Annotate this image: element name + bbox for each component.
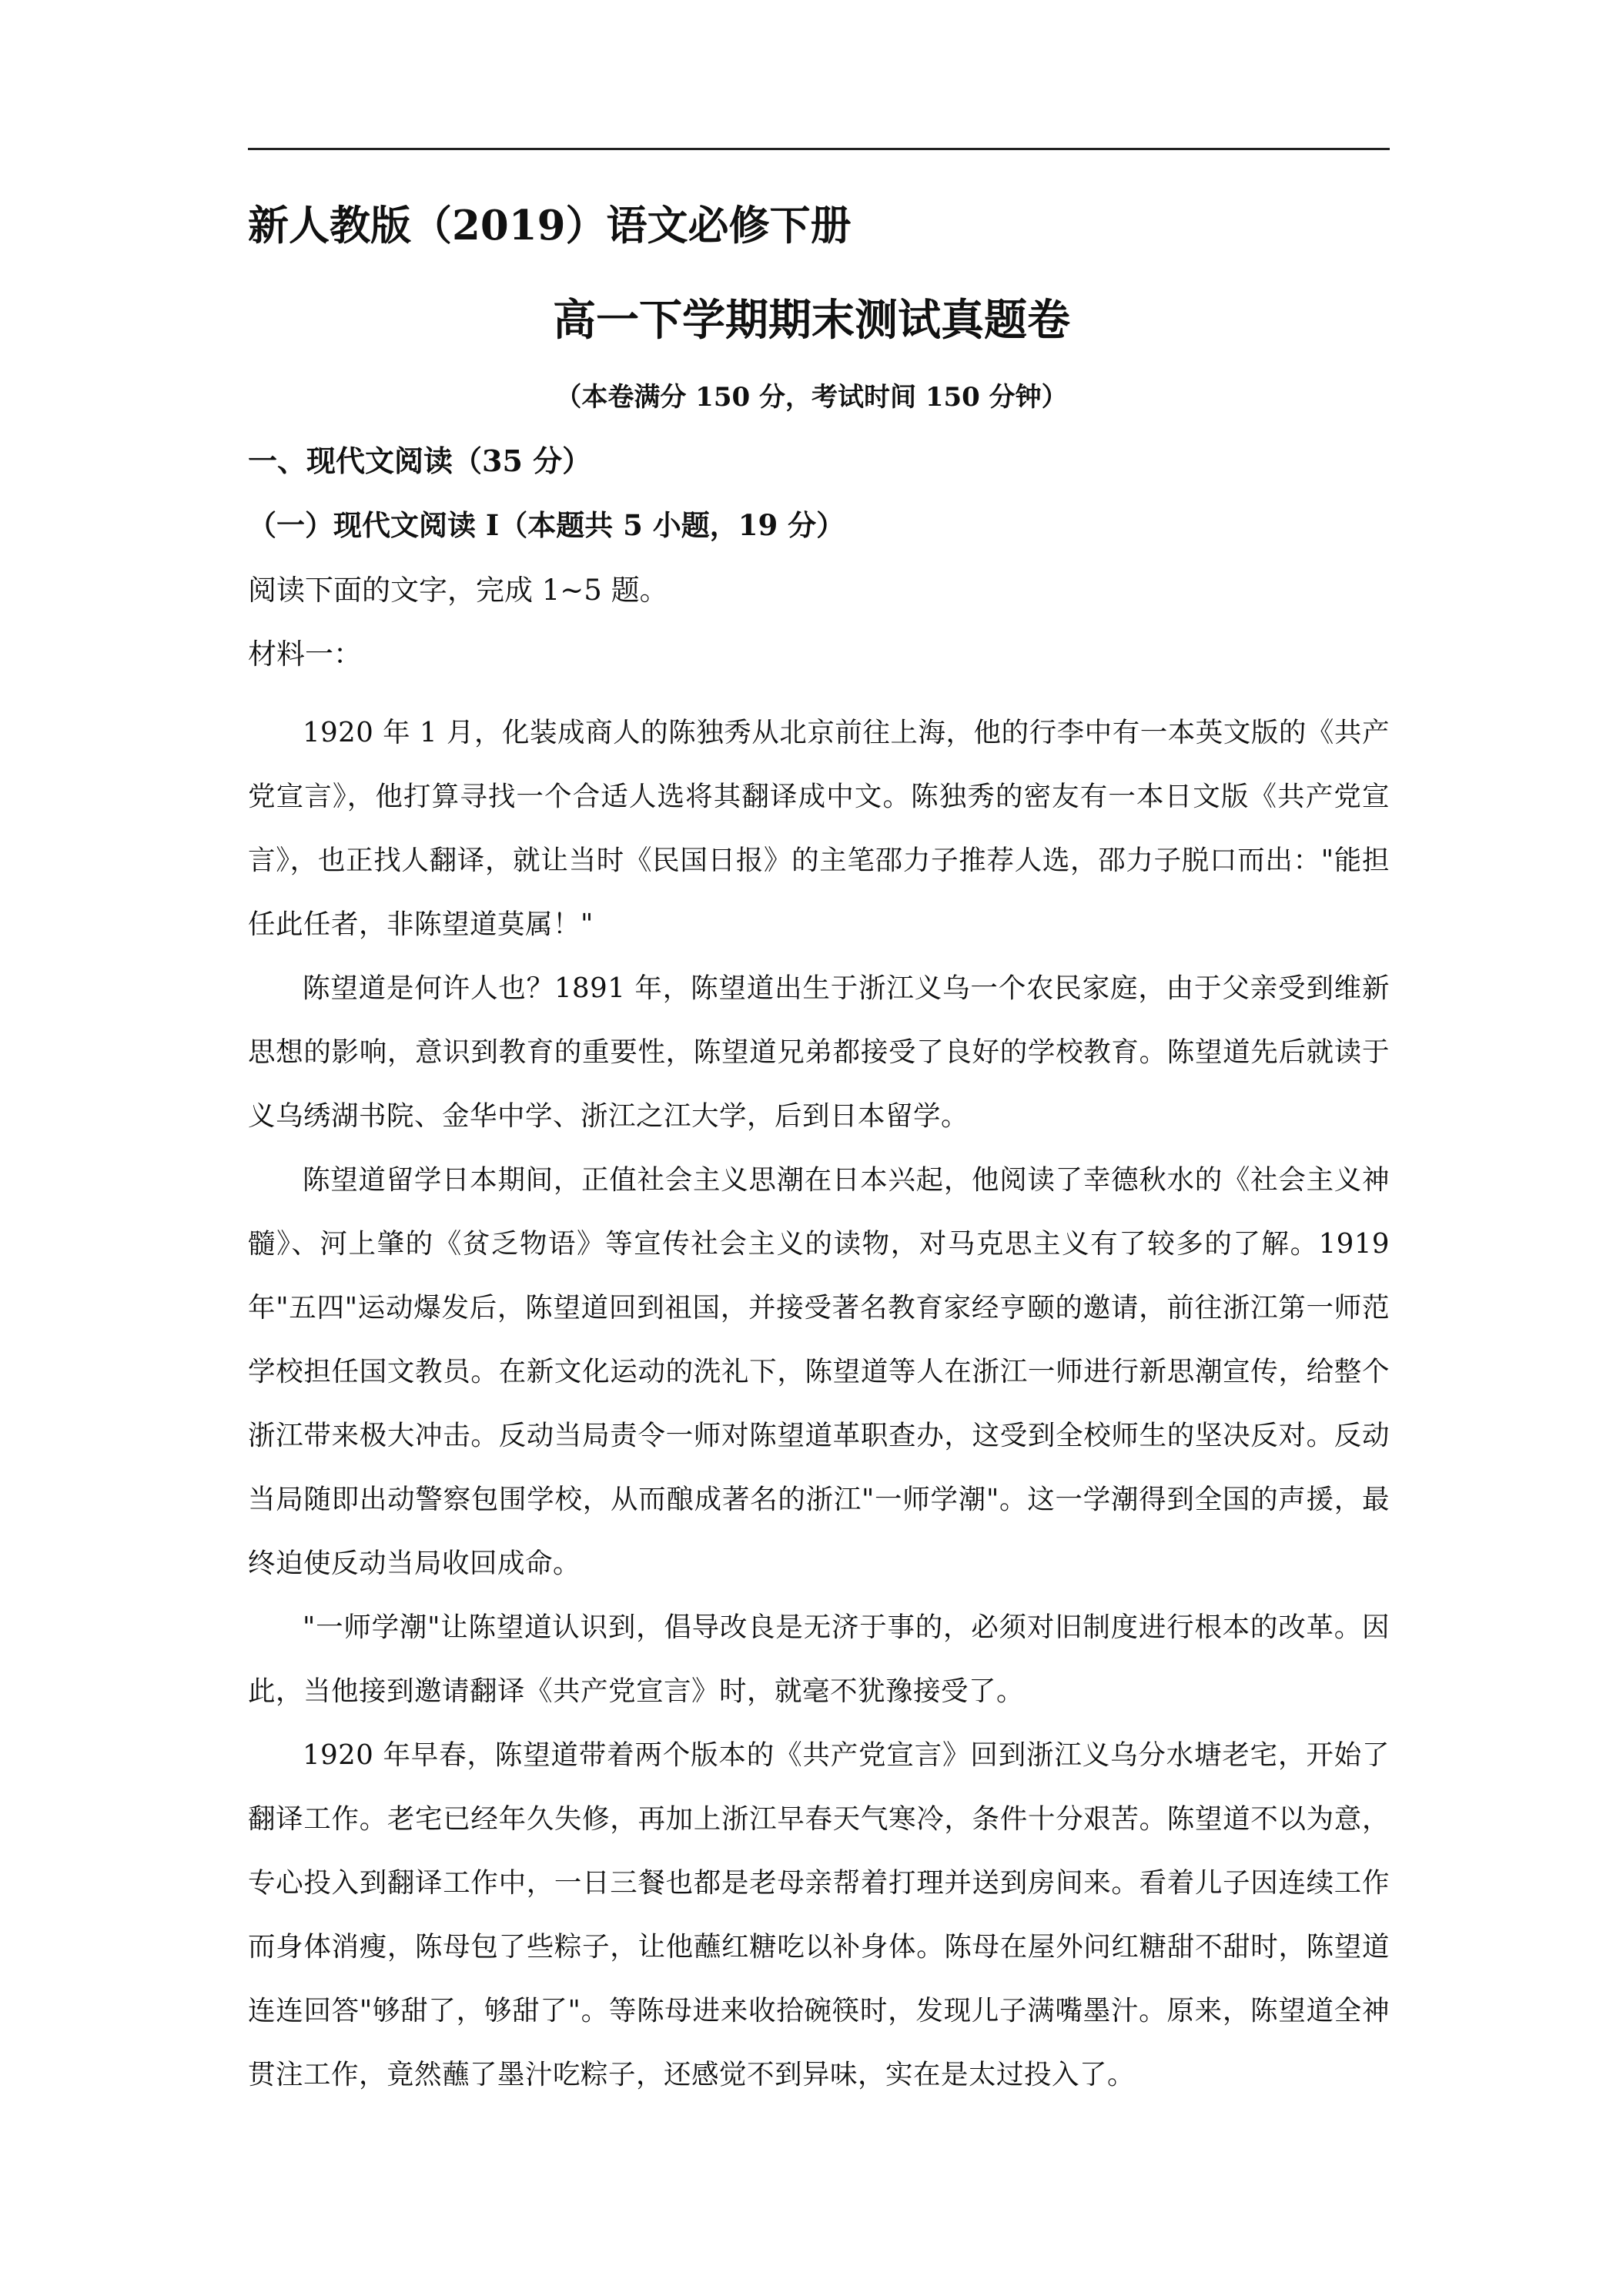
exam-title: 高一下学期期末测试真题卷	[553, 295, 1070, 346]
paragraph: 陈望道留学日本期间，正值社会主义思潮在日本兴起，他阅读了幸德秋水的《社会主义神髓》、河上肇的《贫乏物语》等宣传社会主义的读物，对马克思主义有了较多的了解。1919 年"五四"运动爆发后，陈望道回到祖国，并接受著名教育家经亨颐的邀请，前往浙江第一师范学校担任国文教员。在新文化运动的洗礼下，陈望道等人在浙江一师进行新思潮宣传，给整个浙江带来极大冲击。反动当局责令一师对陈望道革职查办，这受到全校师生的坚决反对。反动当局随即出动警察包围学校，从而酿成著名的浙江"一师学潮"。这一学潮得到全国的声援，最终迫使反动当局收回成命。	[248, 1164, 1390, 1579]
material-label: 材料一：	[248, 638, 362, 671]
document-title: 新人教版（2019）语文必修下册	[248, 202, 852, 249]
reading-passage	[248, 701, 1390, 2107]
header-rule	[248, 148, 1390, 150]
paragraph: "一师学潮"让陈望道认识到，倡导改良是无济于事的，必须对旧制度进行根本的改革。因此，当他接到邀请翻译《共产党宣言》时，就毫不犹豫接受了。	[248, 1612, 1390, 1707]
paragraph: 1920 年早春，陈望道带着两个版本的《共产党宣言》回到浙江义乌分水塘老宅，开始了翻译工作。老宅已经年久失修，再加上浙江早春天气寒冷，条件十分艰苦。陈望道不以为意，专心投入到翻译工作中，一日三餐也都是老母亲帮着打理并送到房间来。看着儿子因连续工作而身体消瘦，陈母包了些粽子，让他蘸红糖吃以补身体。陈母在屋外问红糖甜不甜时，陈望道连连回答"够甜了，够甜了"。等陈母进来收拾碗筷时，发现儿子满嘴墨汁。原来，陈望道全神贯注工作，竟然蘸了墨汁吃粽子，还感觉不到异味，实在是太过投入了。	[248, 1739, 1390, 2090]
paragraph: 陈望道是何许人也？1891 年，陈望道出生于浙江义乌一个农民家庭，由于父亲受到维新思想的影响，意识到教育的重要性，陈望道兄弟都接受了良好的学校教育。陈望道先后就读于义乌绣湖书院、金华中学、浙江之江大学，后到日本留学。	[248, 972, 1390, 1132]
sub-heading: （一）现代文阅读 I（本题共 5 小题，19 分）	[248, 508, 845, 542]
section-heading: 一、现代文阅读（35 分）	[248, 443, 592, 478]
paragraph: 1920 年 1 月，化装成商人的陈独秀从北京前往上海，他的行李中有一本英文版的《共产党宣言》，他打算寻找一个合适人选将其翻译成中文。陈独秀的密友有一本日文版《共产党宣言》，也正找人翻译，就让当时《民国日报》的主笔邵力子推荐人选，邵力子脱口而出："能担任此任者，非陈望道莫属！"	[248, 717, 1390, 940]
reading-instruction: 阅读下面的文字，完成 1~5 题。	[248, 574, 668, 607]
exam-note: （本卷满分 150 分，考试时间 150 分钟）	[555, 382, 1068, 413]
